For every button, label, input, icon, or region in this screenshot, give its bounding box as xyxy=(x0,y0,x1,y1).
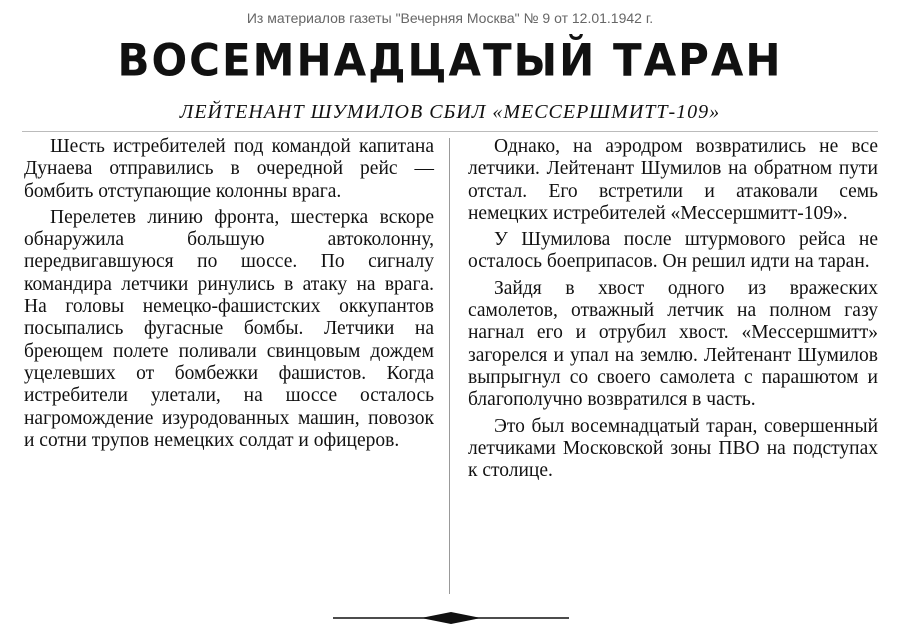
paragraph: Перелетев линию фронта, шестерка вскоре обнаружила большую автоколонну, передвигавшуюся по шоссе. По сигналу командира летчики ринулись в атаку на врага. На головы немецко-фашистских оккупантов посыпались фугасные бомбы. Летчики на бреющем полете поливали свинцовым дождем уцелевших от бомбежки фашистов. Когда истребители улетали, на шоссе осталось нагромождение изуродованных машин, повозок и сотни трупов немецких солдат и офицеров. xyxy=(24,206,434,451)
left-column xyxy=(24,136,434,456)
paragraph: У Шумилова после штурмового рейса не осталось боеприпасов. Он решил идти на таран. xyxy=(468,229,878,273)
paragraph: Это был восемнадцатый таран, совершенный летчиками Московской зоны ПВО на подступах к столице. xyxy=(468,415,878,482)
paragraph: Зайдя в хвост одного из вражеских самолетов, отважный летчик на полном газу нагнал его и отрубил хвост. «Мессершмитт» загорелся и упал на землю. Лейтенант Шумилов выпрыгнул со своего самолета с парашютом и благополучно возвратился в часть. xyxy=(468,277,878,411)
column-divider xyxy=(449,138,450,594)
paragraph: Однако, на аэродром возвратились не все летчики. Лейтенант Шумилов на обратном пути отстал. Его встретили и атаковали семь немецких истребителей «Мессершмитт-109». xyxy=(468,136,878,224)
paragraph: Шесть истребителей под командой капитана Дунаева отправились в очередной рейс — бомбить отступающие колонны врага. xyxy=(24,136,434,202)
source-caption: Из материалов газеты "Вечерняя Москва" № 9 от 12.01.1942 г. xyxy=(246,10,654,26)
right-column xyxy=(468,136,878,486)
top-rule xyxy=(22,131,878,132)
subheadline: ЛЕЙТЕНАНТ ШУМИЛОВ СБИЛ «МЕССЕРШМИТТ-109» xyxy=(179,101,721,123)
headline: ВОСЕМНАДЦАТЫЙ ТАРАН xyxy=(117,34,783,87)
end-ornament xyxy=(333,610,569,626)
